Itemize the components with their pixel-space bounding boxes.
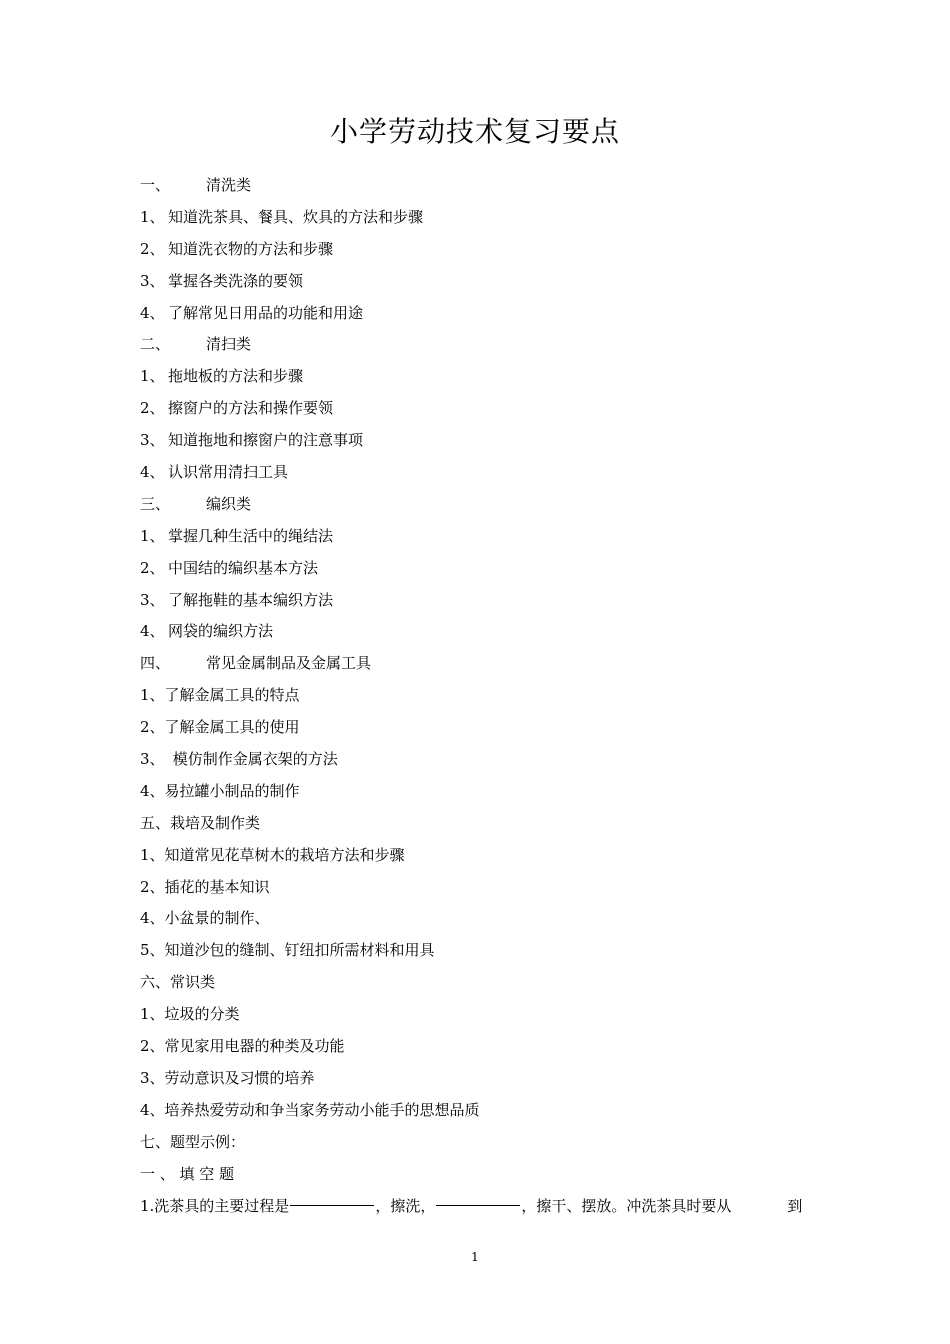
section-number: 三、 bbox=[140, 494, 171, 513]
section-number: 二、 bbox=[140, 335, 171, 354]
item-text: 掌握各类洗涤的要领 bbox=[168, 271, 304, 290]
list-item: 1、知道常见花草树木的栽培方法和步骤 bbox=[140, 845, 405, 864]
list-item bbox=[140, 553, 820, 585]
list-item bbox=[140, 298, 820, 330]
list-item bbox=[140, 266, 820, 298]
list-item bbox=[140, 361, 820, 393]
item-text: 中国结的编织基本方法 bbox=[168, 558, 319, 577]
answer-blank bbox=[290, 1191, 374, 1206]
list-item: 2、插花的基本知识 bbox=[140, 877, 270, 896]
item-text: 模仿制作金属衣架的方法 bbox=[168, 750, 338, 769]
answer-gap bbox=[731, 1191, 787, 1223]
list-item bbox=[140, 776, 820, 808]
section-heading: 六、常识类 bbox=[140, 973, 216, 992]
section-title: 清扫类 bbox=[206, 335, 252, 354]
item-number: 4、 bbox=[140, 303, 165, 322]
item-number: 2、 bbox=[140, 239, 165, 258]
item-number: 3、 bbox=[140, 750, 165, 769]
section-title: 常见金属制品及金属工具 bbox=[206, 654, 372, 673]
question-text: ，擦干、摆放。冲洗茶具时要从 bbox=[521, 1196, 732, 1215]
question-line bbox=[140, 1191, 820, 1223]
list-item: 3、劳动意识及习惯的培养 bbox=[140, 1068, 315, 1087]
list-item bbox=[140, 616, 820, 648]
item-number: 2、 bbox=[140, 718, 165, 737]
list-item bbox=[140, 457, 820, 489]
item-text: 认识常用清扫工具 bbox=[168, 463, 289, 482]
section-title: 编织类 bbox=[206, 494, 252, 513]
item-text: 了解常见日用品的功能和用途 bbox=[168, 303, 364, 322]
subsection-heading: 一 、 填 空 题 bbox=[140, 1164, 235, 1183]
section-heading bbox=[140, 170, 820, 202]
list-item bbox=[140, 521, 820, 553]
list-item bbox=[140, 585, 820, 617]
item-text: 知道拖地和擦窗户的注意事项 bbox=[168, 431, 364, 450]
item-text: 了解金属工具的特点 bbox=[164, 686, 300, 705]
question-text: 1.洗茶具的主要过程是 bbox=[140, 1196, 290, 1215]
item-text: 擦窗户的方法和操作要领 bbox=[168, 399, 334, 418]
list-item: 2、常见家用电器的种类及功能 bbox=[140, 1037, 345, 1056]
section-number: 四、 bbox=[140, 654, 171, 673]
item-number: 3、 bbox=[140, 431, 165, 450]
item-number: 4、 bbox=[140, 622, 165, 641]
list-item bbox=[140, 712, 820, 744]
item-text: 网袋的编织方法 bbox=[168, 622, 274, 641]
section-heading bbox=[140, 489, 820, 521]
item-text: 拖地板的方法和步骤 bbox=[168, 367, 304, 386]
item-number: 3、 bbox=[140, 271, 165, 290]
item-text: 掌握几种生活中的绳结法 bbox=[168, 526, 334, 545]
list-item: 4、小盆景的制作、 bbox=[140, 909, 270, 928]
section-number: 一、 bbox=[140, 176, 171, 194]
item-text: 知道洗茶具、餐具、炊具的方法和步骤 bbox=[168, 207, 424, 226]
item-text: 知道洗衣物的方法和步骤 bbox=[168, 239, 334, 258]
list-item bbox=[140, 234, 820, 266]
document-body bbox=[140, 170, 820, 1222]
list-item bbox=[140, 425, 820, 457]
section-heading: 七、题型示例： bbox=[140, 1132, 246, 1151]
item-number: 3、 bbox=[140, 590, 165, 609]
list-item bbox=[140, 744, 820, 776]
item-text: 了解金属工具的使用 bbox=[164, 718, 300, 737]
section-heading bbox=[140, 329, 820, 361]
item-number: 1、 bbox=[140, 367, 165, 386]
item-number: 1、 bbox=[140, 686, 165, 705]
list-item: 5、知道沙包的缝制、钉纽扣所需材料和用具 bbox=[140, 941, 435, 960]
question-text: 到 bbox=[787, 1196, 803, 1215]
page-title: 小学劳动技术复习要点 bbox=[329, 115, 620, 148]
section-heading: 五、栽培及制作类 bbox=[140, 813, 261, 832]
item-number: 4、 bbox=[140, 463, 165, 482]
item-text: 了解拖鞋的基本编织方法 bbox=[168, 590, 334, 609]
list-item bbox=[140, 680, 820, 712]
answer-blank bbox=[436, 1191, 520, 1206]
page-number: 1 bbox=[471, 1250, 479, 1264]
item-number: 1、 bbox=[140, 207, 165, 226]
list-item bbox=[140, 393, 820, 425]
question-text: ，擦洗， bbox=[375, 1196, 436, 1215]
list-item: 4、培养热爱劳动和争当家务劳动小能手的思想品质 bbox=[140, 1100, 480, 1119]
item-number: 1、 bbox=[140, 526, 165, 545]
section-title: 清洗类 bbox=[206, 176, 252, 194]
section-heading bbox=[140, 648, 820, 680]
item-number: 4、 bbox=[140, 781, 165, 800]
list-item: 1、垃圾的分类 bbox=[140, 1005, 240, 1024]
item-number: 2、 bbox=[140, 558, 165, 577]
list-item bbox=[140, 202, 820, 234]
item-text: 易拉罐小制品的制作 bbox=[164, 781, 300, 800]
item-number: 2、 bbox=[140, 399, 165, 418]
